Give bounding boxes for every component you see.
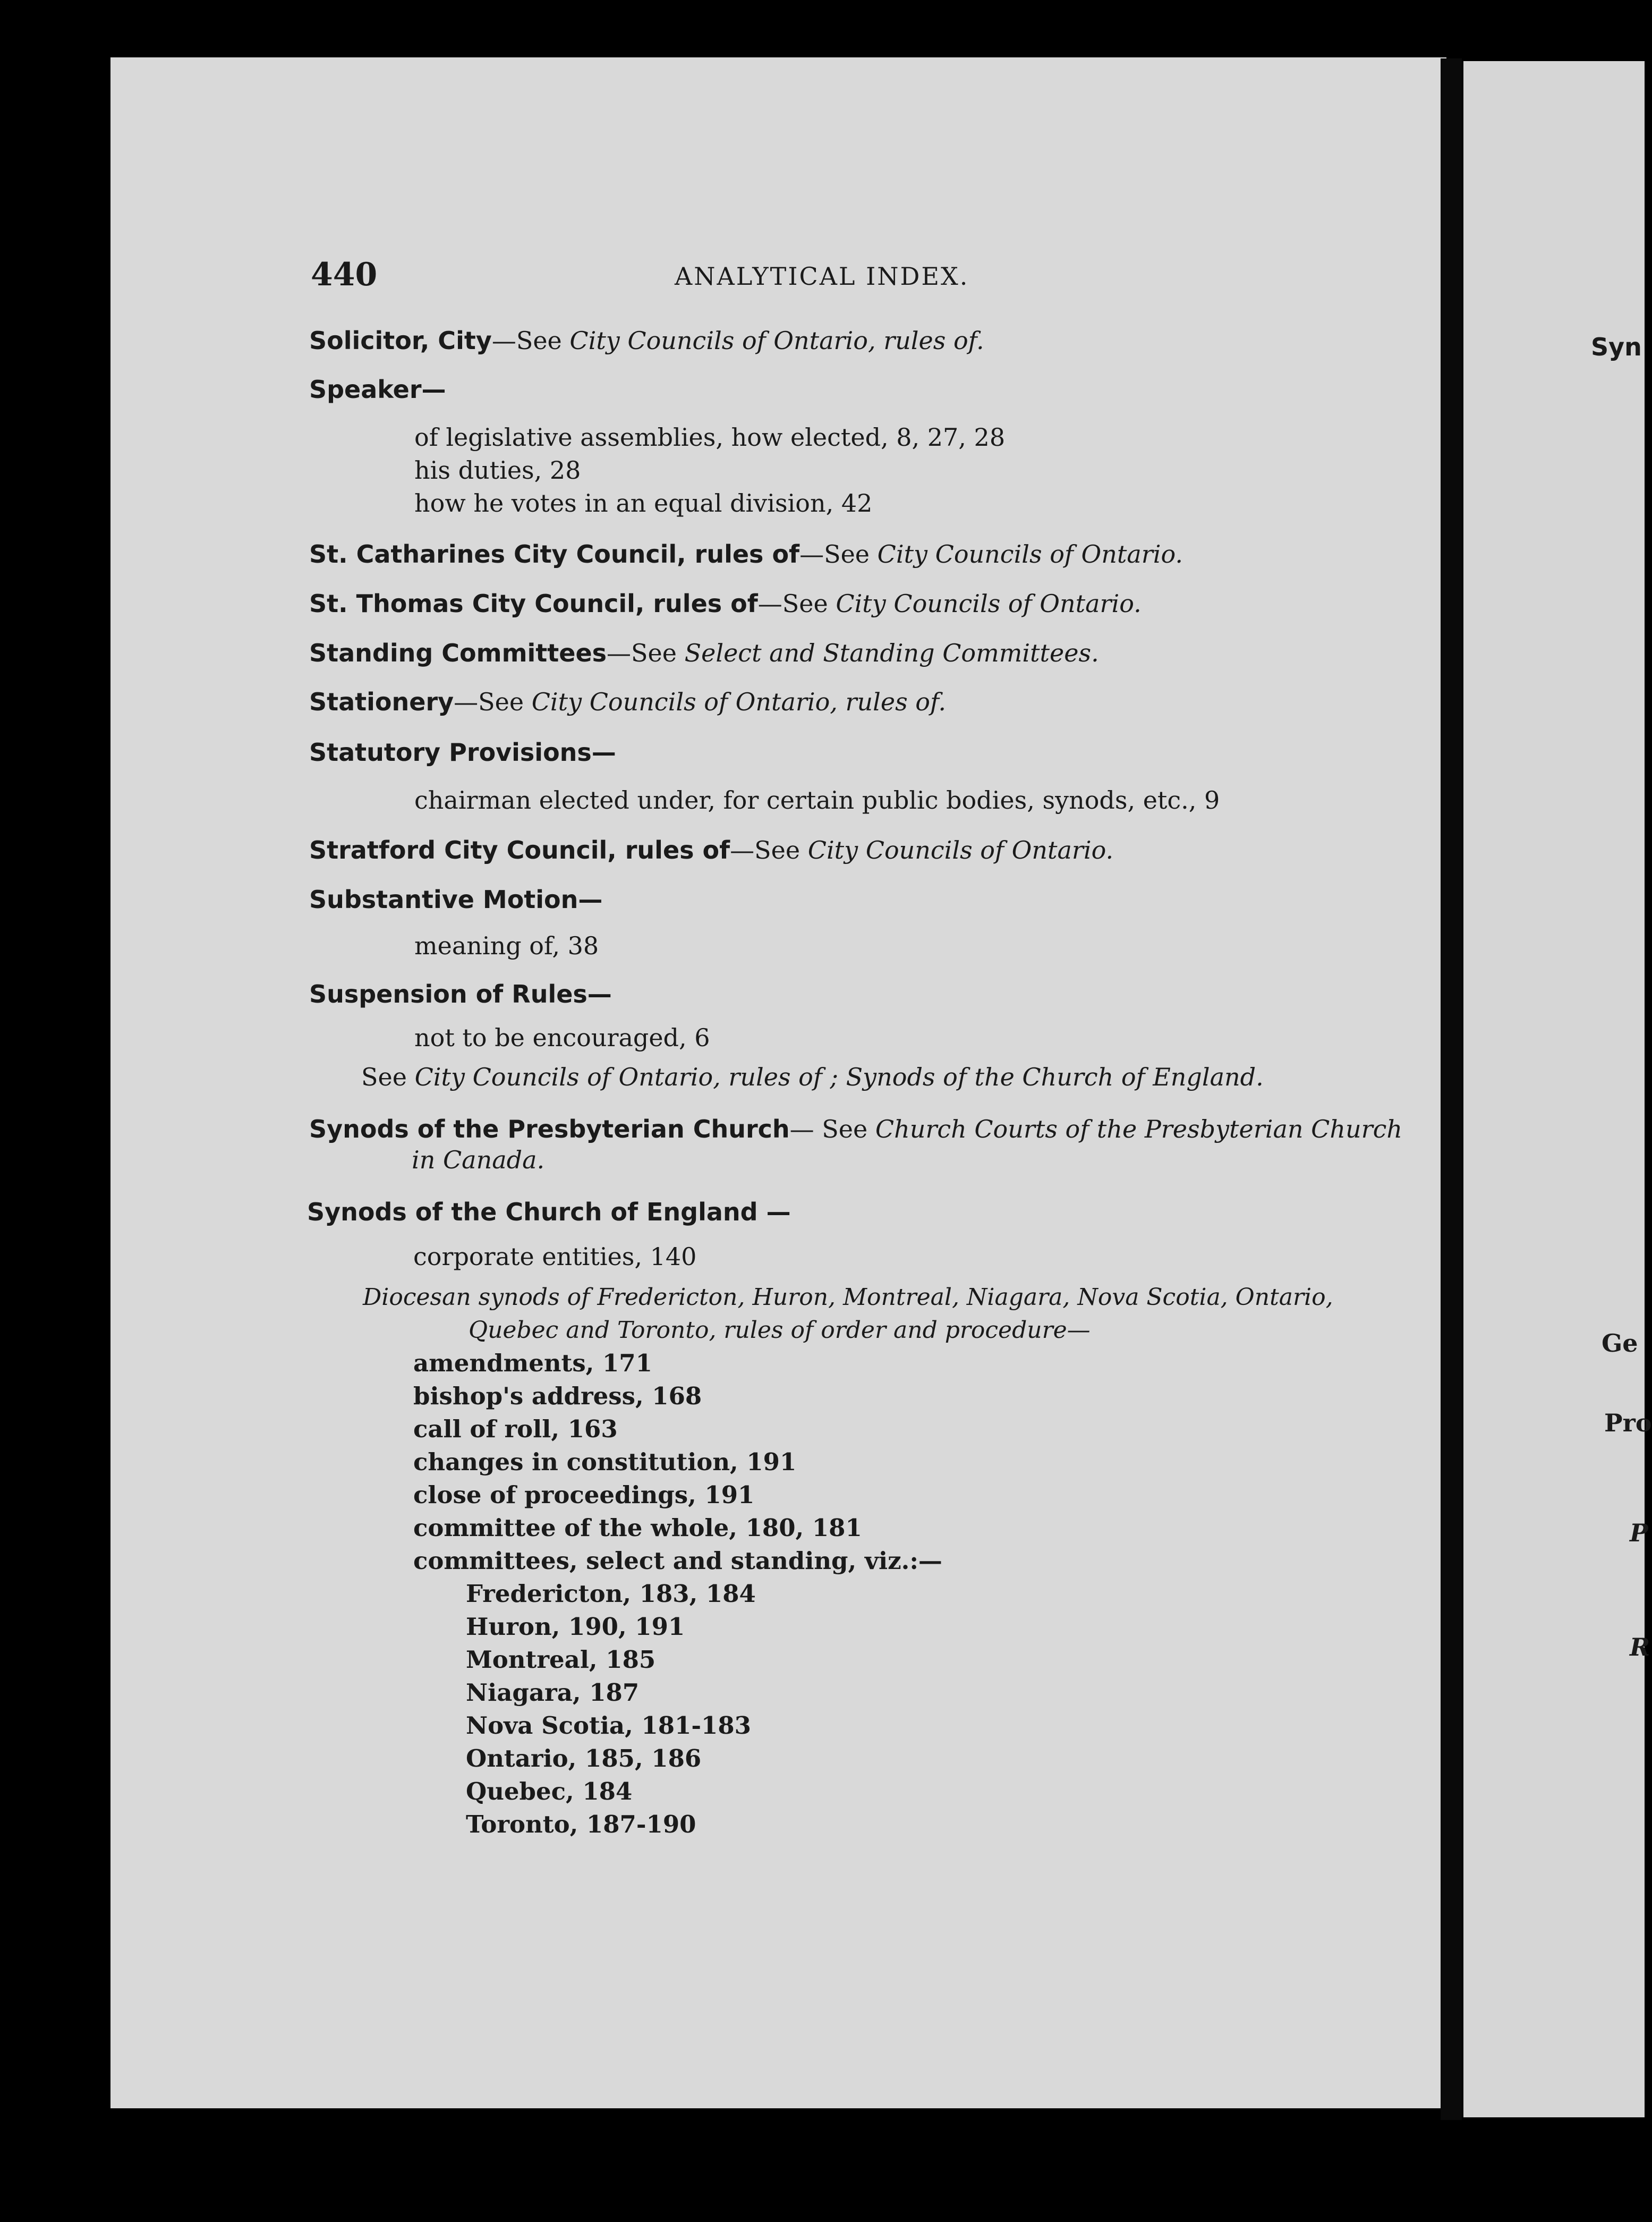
cross-reference: City Councils of Ontario, rules of.	[531, 688, 947, 716]
sub-entry: committees, select and standing, viz.:—	[413, 1547, 942, 1575]
committee-item: Ontario, 185, 186	[466, 1744, 702, 1772]
entry-st-thomas	[309, 591, 1142, 616]
sub-entry: call of roll, 163	[413, 1415, 618, 1443]
see-text: —See	[799, 540, 878, 569]
entry-church-england-heading: Synods of the Church of England —	[307, 1198, 791, 1226]
committee-item: Nova Scotia, 181-183	[466, 1711, 751, 1740]
sub-entry: meaning of, 38	[414, 931, 599, 960]
sub-entry: not to be encouraged, 6	[414, 1023, 710, 1052]
facing-page	[1463, 61, 1645, 2117]
sub-entry: changes in constitution, 191	[413, 1448, 797, 1476]
entry-stationery	[309, 690, 946, 715]
see-text: —See	[730, 836, 808, 864]
sub-entry: chairman elected under, for certain public bodies, synods, etc., 9	[414, 786, 1220, 815]
committee-item: Niagara, 187	[466, 1678, 640, 1707]
committee-item: Fredericton, 183, 184	[466, 1580, 756, 1608]
cross-reference: Church Courts of the Presbyterian Church	[875, 1115, 1402, 1143]
sub-entry: committee of the whole, 180, 181	[413, 1514, 862, 1542]
sub-entry: corporate entities, 140	[413, 1242, 697, 1271]
entry-heading: Stationery	[309, 688, 454, 716]
committee-item: Toronto, 187-190	[466, 1810, 696, 1838]
entry-heading: Solicitor, City	[309, 326, 492, 355]
cross-reference: City Councils of Ontario.	[836, 589, 1142, 618]
entry-statutory-heading: Statutory Provisions—	[309, 738, 616, 767]
cross-reference: City Councils of Ontario, rules of.	[569, 326, 984, 355]
committee-item: Huron, 190, 191	[466, 1613, 685, 1641]
cross-reference-continued: in Canada.	[412, 1146, 545, 1174]
cross-reference: City Councils of Ontario, rules of ; Synods of the Church of England.	[414, 1063, 1264, 1091]
sub-entry: amendments, 171	[413, 1349, 652, 1377]
entry-stratford	[309, 838, 1113, 863]
page-number: 440	[311, 256, 378, 293]
entry-solicitor	[309, 328, 984, 353]
see-text: —See	[757, 589, 836, 618]
diocesan-line-2: Quebec and Toronto, rules of order and procedure—	[469, 1317, 1091, 1344]
sub-entry: how he votes in an equal division, 42	[414, 489, 873, 518]
sub-entry: bishop's address, 168	[413, 1382, 702, 1410]
facing-fragment: R	[1630, 1633, 1650, 1661]
entry-speaker-heading: Speaker—	[309, 375, 446, 404]
see-text: See	[361, 1063, 415, 1091]
entry-st-catharines	[309, 542, 1183, 567]
entry-heading: Stratford City Council, rules of	[309, 836, 730, 864]
entry-substantive-heading: Substantive Motion—	[309, 885, 603, 914]
see-text: —See	[607, 639, 685, 667]
entry-presbyterian	[309, 1117, 1402, 1142]
facing-fragment: Syn	[1591, 333, 1642, 361]
facing-fragment: P	[1630, 1519, 1648, 1547]
facing-fragment: Pro	[1604, 1409, 1652, 1437]
entry-suspension-heading: Suspension of Rules—	[309, 980, 612, 1008]
facing-fragment: Ge	[1602, 1329, 1638, 1358]
sub-entry: of legislative assemblies, how elected, 8, 27, 28	[414, 423, 1006, 452]
running-title: ANALYTICAL INDEX.	[675, 262, 969, 291]
diocesan-line-1: Diocesan synods of Fredericton, Huron, Montreal, Niagara, Nova Scotia, Ontario,	[363, 1284, 1333, 1311]
entry-heading: St. Catharines City Council, rules of	[309, 540, 800, 569]
sub-entry: close of proceedings, 191	[413, 1481, 755, 1509]
see-text: —See	[491, 326, 570, 355]
entry-heading: St. Thomas City Council, rules of	[309, 589, 758, 618]
entry-heading: Standing Committees	[309, 639, 607, 667]
entry-heading: Synods of the Presbyterian Church	[309, 1115, 790, 1143]
sub-entry: his duties, 28	[414, 456, 581, 485]
see-text: — See	[789, 1115, 875, 1143]
committee-item: Montreal, 185	[466, 1646, 656, 1674]
entry-standing-committees	[309, 641, 1099, 666]
book-gutter	[1441, 58, 1462, 2120]
see-also-line	[361, 1065, 1264, 1090]
cross-reference: Select and Standing Committees.	[684, 639, 1099, 667]
cross-reference: City Councils of Ontario.	[807, 836, 1114, 864]
committee-item: Quebec, 184	[466, 1777, 633, 1805]
cross-reference: City Councils of Ontario.	[877, 540, 1183, 569]
see-text: —See	[454, 688, 532, 716]
